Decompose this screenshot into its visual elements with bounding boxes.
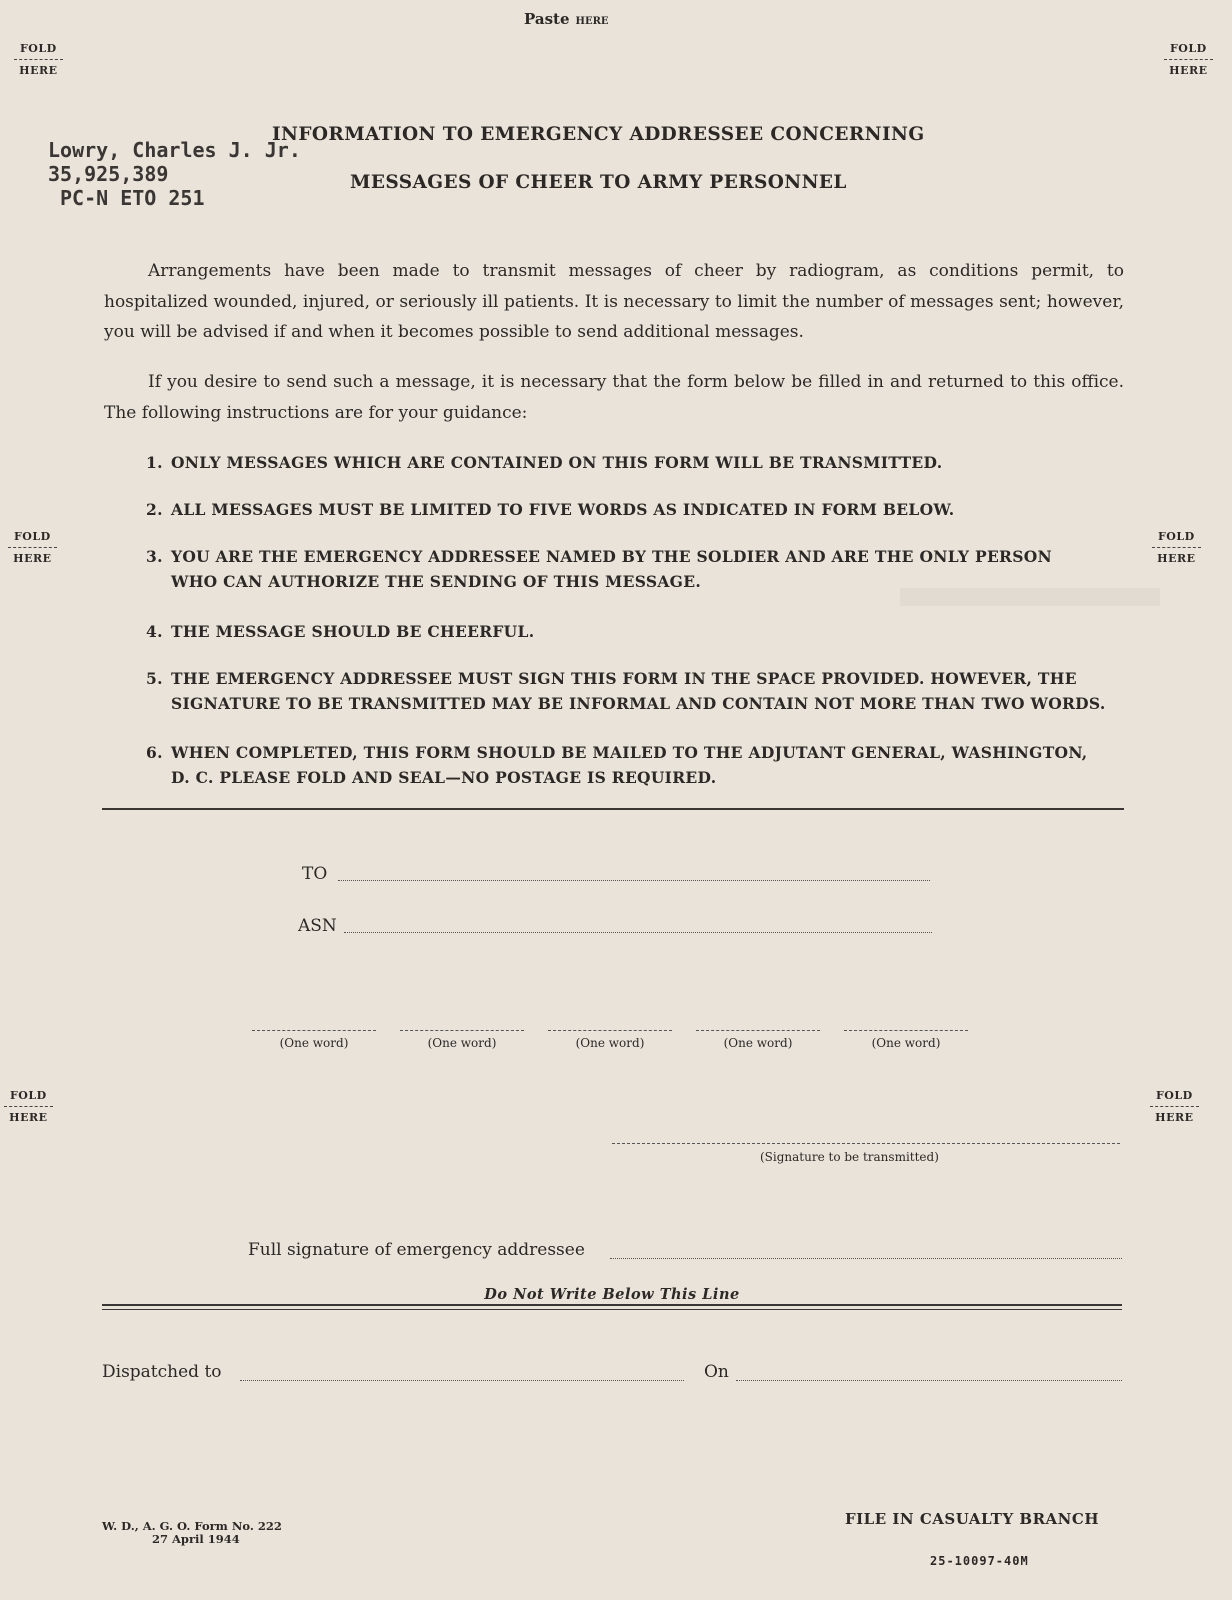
instruction-text-line-2: SIGNATURE TO BE TRANSMITTED MAY BE INFORMAL AND CONTAIN NOT MORE THAN TWO WORDS. (171, 694, 1106, 713)
fold-mark-bottom-left (4, 1085, 53, 1128)
instruction-text: YOU ARE THE EMERGENCY ADDRESSEE NAMED BY THE SOLDIER AND ARE THE ONLY PERSON (171, 547, 1052, 566)
form-date: 27 April 1944 (152, 1532, 240, 1546)
message-word-3-field[interactable] (548, 1030, 672, 1050)
fold-here-text: HERE (1155, 1111, 1194, 1124)
print-serial-number: 25-10097-40M (930, 1554, 1029, 1568)
one-word-caption: (One word) (427, 1036, 497, 1050)
fold-text: FOLD (1152, 526, 1201, 548)
to-label: TO (302, 864, 328, 884)
do-not-write-notice: Do Not Write Below This Line (484, 1286, 740, 1303)
instruction-number: 5. (146, 669, 163, 688)
word-line (844, 1030, 968, 1031)
instruction-text: THE MESSAGE SHOULD BE CHEERFUL. (171, 622, 535, 641)
instruction-text: ONLY MESSAGES WHICH ARE CONTAINED ON THIS FORM WILL BE TRANSMITTED. (171, 453, 943, 472)
fold-text: FOLD (4, 1085, 53, 1107)
instruction-text: WHEN COMPLETED, THIS FORM SHOULD BE MAILED TO THE ADJUTANT GENERAL, WASHINGTON, (171, 743, 1088, 762)
instruction-number: 6. (146, 743, 163, 762)
on-field[interactable] (736, 1366, 1122, 1381)
word-line (548, 1030, 672, 1031)
message-word-4-field[interactable] (696, 1030, 820, 1050)
word-line (252, 1030, 376, 1031)
full-signature-field[interactable] (610, 1244, 1122, 1259)
fold-text: FOLD (1164, 38, 1213, 60)
asn-field[interactable] (344, 918, 932, 933)
section-divider (102, 808, 1124, 810)
message-word-5-field[interactable] (844, 1030, 968, 1050)
to-field[interactable] (338, 866, 930, 881)
guidance-paragraph: If you desire to send such a message, it is necessary that the form below be filled in and returned to this office. The following instructions are for your guidance: (104, 372, 1124, 423)
instruction-item (146, 666, 1136, 718)
typed-name: Lowry, Charles J. Jr. (48, 138, 301, 162)
word-line (400, 1030, 524, 1031)
instruction-item (146, 497, 1136, 523)
instruction-item (146, 619, 1136, 645)
instruction-number: 3. (146, 547, 163, 566)
on-label: On (704, 1362, 729, 1382)
fold-here-text: HERE (19, 64, 58, 77)
signature-transmitted-caption: (Signature to be transmitted) (760, 1150, 939, 1164)
asn-label: ASN (298, 916, 337, 936)
fold-mark-top-right (1164, 38, 1213, 81)
fold-here-text: HERE (1157, 552, 1196, 565)
one-word-caption: (One word) (871, 1036, 941, 1050)
instruction-number: 4. (146, 622, 163, 641)
one-word-caption: (One word) (575, 1036, 645, 1050)
instruction-text: THE EMERGENCY ADDRESSEE MUST SIGN THIS FORM IN THE SPACE PROVIDED. HOWEVER, THE (171, 669, 1077, 688)
instruction-text-line-2: WHO CAN AUTHORIZE THE SENDING OF THIS MESSAGE. (171, 572, 702, 591)
form-number (102, 1520, 282, 1546)
paste-here-text: HERE (575, 16, 609, 27)
word-line (696, 1030, 820, 1031)
paste-text: Paste (524, 10, 570, 28)
one-word-caption: (One word) (279, 1036, 349, 1050)
typed-soldier-info (48, 138, 301, 210)
fold-mark-bottom-right (1150, 1085, 1199, 1128)
fold-text: FOLD (14, 38, 63, 60)
dispatched-to-label: Dispatched to (102, 1362, 222, 1382)
message-word-1-field[interactable] (252, 1030, 376, 1050)
fold-text: FOLD (1150, 1085, 1199, 1107)
fold-here-text: HERE (9, 1111, 48, 1124)
typed-unit: PC-N ETO 251 (60, 186, 205, 210)
instruction-item (146, 544, 1136, 596)
paste-label (524, 10, 609, 28)
form-number-text: W. D., A. G. O. Form No. 222 (102, 1519, 282, 1533)
fold-here-text: HERE (13, 552, 52, 565)
instruction-text: ALL MESSAGES MUST BE LIMITED TO FIVE WORDS AS INDICATED IN FORM BELOW. (171, 500, 955, 519)
file-in-casualty-branch: FILE IN CASUALTY BRANCH (845, 1510, 1100, 1528)
fold-mark-top-left (14, 38, 63, 81)
instruction-item (146, 450, 1136, 476)
instruction-number: 2. (146, 500, 163, 519)
instruction-text-line-2: D. C. PLEASE FOLD AND SEAL—NO POSTAGE IS REQUIRED. (171, 768, 717, 787)
typed-serial: 35,925,389 (48, 162, 169, 186)
fold-mark-middle-left (8, 526, 57, 569)
do-not-write-divider (102, 1304, 1122, 1310)
message-word-2-field[interactable] (400, 1030, 524, 1050)
instruction-number: 1. (146, 453, 163, 472)
fold-mark-middle-right (1152, 526, 1201, 569)
one-word-caption: (One word) (723, 1036, 793, 1050)
fold-text: FOLD (8, 526, 57, 548)
intro-paragraph: Arrangements have been made to transmit messages of cheer by radiogram, as conditions permit, to hospitalized wounded, injured, or seriously ill patients. It is necessary to limit the number of messages sent; however, you will be advised if and when it becomes possible to send additional messages. (104, 261, 1124, 342)
title-line-2: MESSAGES OF CHEER TO ARMY PERSONNEL (350, 172, 847, 193)
dispatched-to-field[interactable] (240, 1366, 684, 1381)
instruction-item (146, 740, 1136, 792)
full-signature-label: Full signature of emergency addressee (248, 1240, 585, 1260)
title-line-1: INFORMATION TO EMERGENCY ADDRESSEE CONCERNING (272, 124, 925, 145)
signature-transmitted-field[interactable] (612, 1143, 1120, 1144)
fold-here-text: HERE (1169, 64, 1208, 77)
